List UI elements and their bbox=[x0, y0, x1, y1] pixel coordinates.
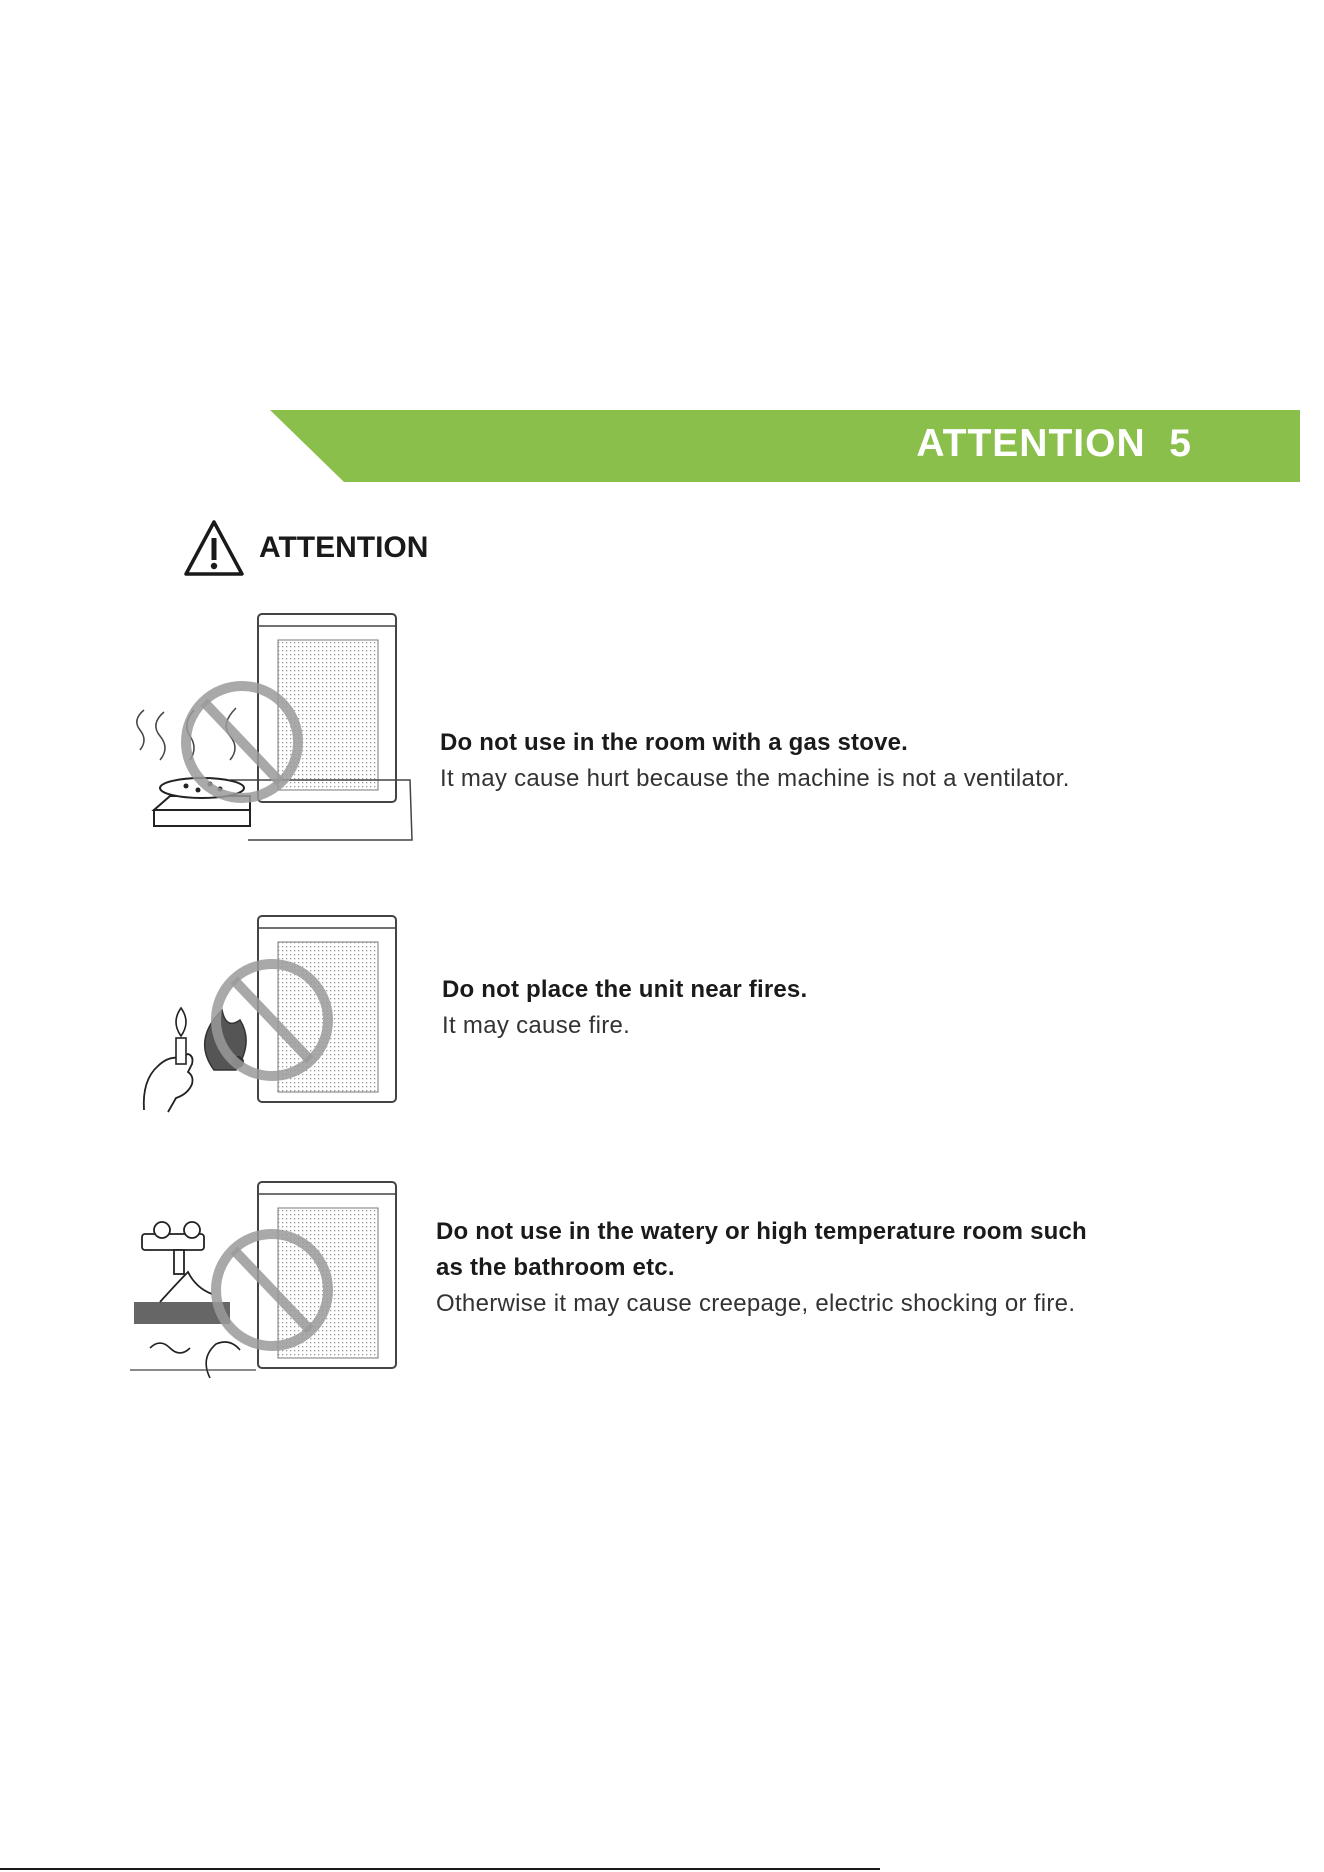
fire-prohibited-icon bbox=[130, 910, 420, 1120]
warning-triangle-icon bbox=[183, 519, 245, 577]
attention-label: ATTENTION bbox=[259, 531, 429, 564]
attention-item-fire bbox=[130, 910, 1170, 1120]
bathroom-prohibited-icon bbox=[130, 1178, 420, 1378]
item-description: It may cause fire. bbox=[442, 1012, 631, 1039]
item-description: Otherwise it may cause creepage, electric shocking or fire. bbox=[436, 1290, 1076, 1317]
bottom-rule bbox=[0, 1868, 880, 1870]
item-description: It may cause hurt because the machine is not a ventilator. bbox=[440, 765, 1070, 792]
item-title: Do not use in the room with a gas stove. bbox=[440, 729, 909, 756]
attention-item-bathroom bbox=[130, 1178, 1170, 1378]
item-title-line2: as the bathroom etc. bbox=[436, 1254, 675, 1281]
item-title: Do not place the unit near fires. bbox=[442, 976, 808, 1003]
banner-title: ATTENTION 5 bbox=[916, 422, 1192, 465]
section-banner bbox=[270, 410, 1300, 482]
item-title-line1: Do not use in the watery or high temperature room such bbox=[436, 1218, 1087, 1245]
attention-item-gas-stove bbox=[130, 610, 1170, 850]
gas-stove-prohibited-icon bbox=[130, 610, 420, 850]
attention-heading bbox=[183, 518, 428, 578]
